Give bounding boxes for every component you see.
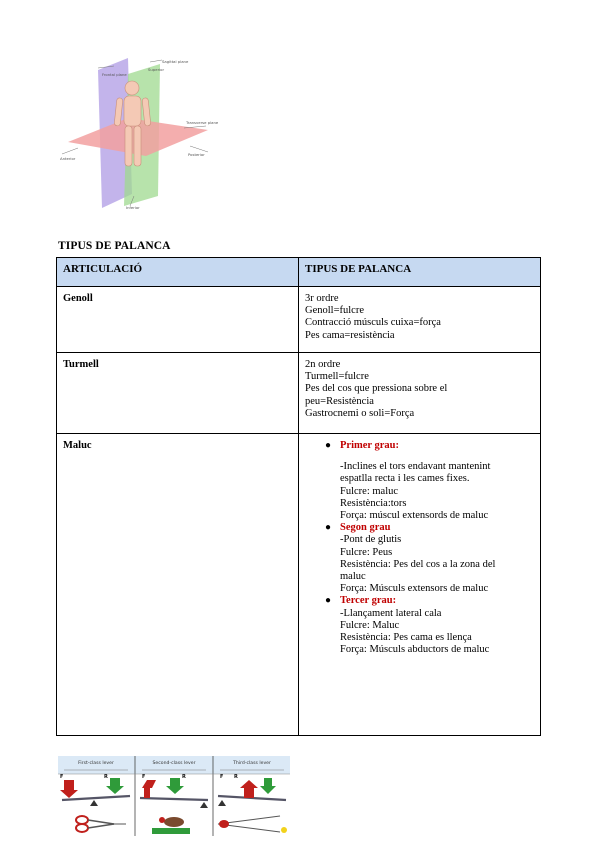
- anatomical-planes-figure: [58, 56, 220, 210]
- lever-cell: [299, 287, 541, 353]
- lever-classes-figure: [58, 756, 290, 836]
- cell-line: Fulcre: Maluc: [340, 619, 400, 631]
- figure-label: Posterior: [188, 152, 205, 157]
- column-header: TIPUS DE PALANCA: [299, 258, 541, 287]
- cell-line: -Pont de glutis: [340, 534, 402, 546]
- cell-line: Resistència: Pes cama es llença: [340, 632, 472, 644]
- lever-cell: [299, 434, 541, 736]
- lever-cell: [299, 353, 541, 434]
- force-label: F: [142, 774, 146, 780]
- force-label: F: [60, 774, 64, 780]
- lever-types-table: [56, 257, 541, 736]
- cell-line: 2n ordre: [305, 359, 341, 370]
- lever-panel-title: Second-class lever: [152, 761, 196, 766]
- figure-label: Anterior: [60, 156, 76, 161]
- cell-line: Resistència:tors: [340, 497, 407, 509]
- cell-line: Fulcre: maluc: [340, 485, 399, 497]
- force-label: F: [220, 774, 224, 780]
- column-header: ARTICULACIÓ: [57, 258, 299, 287]
- cell-line: Gastrocnemi o soli=Força: [305, 407, 415, 419]
- cell-line: -Llançament lateral cala: [340, 607, 442, 619]
- cell-line: Turmell=fulcre: [305, 371, 369, 383]
- joint-cell: Turmell: [57, 353, 299, 434]
- cell-line: 3r ordre: [305, 293, 339, 304]
- figure-label: Sagittal plane: [162, 59, 189, 64]
- cell-line: Força: Músculs abductors de maluc: [340, 644, 490, 656]
- cell-line: Contracció músculs cuixa=força: [305, 317, 441, 329]
- grade-title: Tercer grau:: [340, 595, 397, 607]
- list-item: [325, 522, 534, 595]
- cell-line: Pes del cos que pressiona sobre el: [305, 383, 448, 395]
- cell-line: Pes cama=resistència: [305, 329, 395, 341]
- cell-line: maluc: [340, 571, 366, 583]
- figure-label: Superior: [148, 67, 165, 72]
- cell-line: Força: Músculs extensors de maluc: [340, 583, 489, 595]
- table-row: [57, 353, 541, 434]
- cell-line: Resistència: Pes del cos a la zona del: [340, 558, 496, 570]
- resistance-label: R: [234, 774, 238, 780]
- bullet-icon: ●: [325, 440, 332, 451]
- resistance-label: R: [182, 774, 186, 780]
- cell-line: peu=Resistència: [305, 395, 374, 407]
- cell-line: -Inclines el tors endavant mantenint: [340, 461, 491, 473]
- cell-line: Genoll=fulcre: [305, 305, 364, 317]
- table-header-row: [57, 258, 541, 287]
- grade-title: Segon grau: [340, 522, 391, 534]
- table-row: [57, 434, 541, 736]
- table-row: [57, 287, 541, 353]
- figure-label: Inferior: [126, 205, 140, 210]
- figure-label: Transverse plane: [186, 120, 219, 125]
- figure-label: Frontal plane: [102, 72, 127, 77]
- joint-cell: Maluc: [57, 434, 299, 736]
- grade-list: [305, 440, 534, 656]
- cell-line: espatlla recta i les cames fixes.: [340, 473, 470, 485]
- joint-cell: Genoll: [57, 287, 299, 353]
- list-item: [325, 595, 534, 656]
- bullet-icon: ●: [325, 522, 332, 534]
- cell-line: Fulcre: Peus: [340, 546, 393, 558]
- list-item: [325, 440, 534, 522]
- lever-panel-title: Third-class lever: [233, 761, 271, 766]
- bullet-icon: ●: [325, 595, 332, 607]
- lever-panel-title: First-class lever: [78, 761, 114, 766]
- resistance-label: R: [104, 774, 108, 780]
- grade-title: Primer grau:: [340, 440, 399, 451]
- cell-line: Força: múscul extensords de maluc: [340, 510, 489, 522]
- section-heading: TIPUS DE PALANCA: [58, 240, 171, 252]
